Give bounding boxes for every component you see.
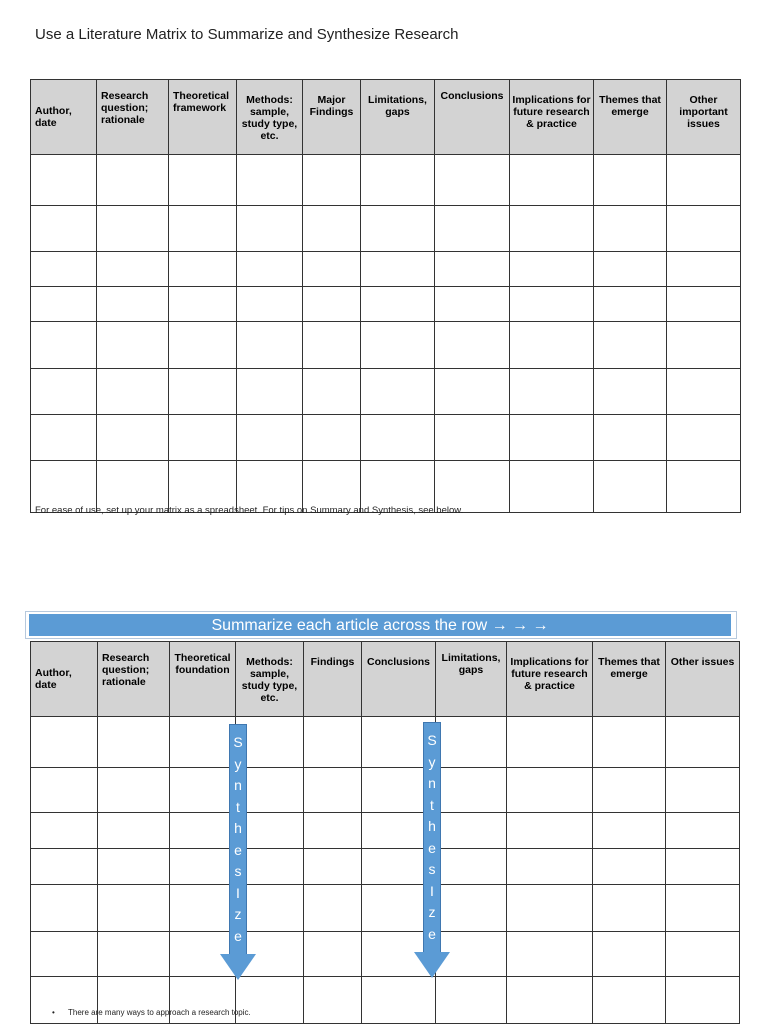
column-header: Methods: sample, study type, etc. — [236, 642, 304, 717]
table-cell[interactable] — [436, 813, 507, 849]
table-row — [31, 206, 741, 252]
table-row — [31, 717, 740, 768]
table-cell[interactable] — [361, 155, 435, 206]
bullet-list-item — [52, 1008, 251, 1017]
table-cell[interactable] — [31, 206, 97, 252]
table-cell[interactable] — [97, 206, 169, 252]
table-cell[interactable] — [594, 206, 667, 252]
table-cell[interactable] — [98, 885, 170, 932]
table-cell[interactable] — [361, 287, 435, 322]
table-cell[interactable] — [436, 717, 507, 768]
table-cell[interactable] — [435, 287, 510, 322]
table-cell[interactable] — [594, 369, 667, 415]
table-cell[interactable] — [31, 768, 98, 813]
table-cell[interactable] — [593, 849, 666, 885]
arrow-letter: s — [234, 863, 242, 879]
column-header: Findings — [304, 642, 362, 717]
column-header: Limitations, gaps — [361, 80, 435, 155]
table-cell[interactable] — [304, 977, 362, 1024]
table-cell[interactable] — [507, 813, 593, 849]
table-cell[interactable] — [362, 977, 436, 1024]
table-cell[interactable] — [510, 206, 594, 252]
arrow-letter: z — [234, 906, 242, 922]
summarize-banner — [25, 611, 737, 639]
table-cell[interactable] — [666, 717, 740, 768]
table-cell[interactable] — [510, 415, 594, 461]
table-cell[interactable] — [97, 252, 169, 287]
table-cell[interactable] — [304, 768, 362, 813]
table-cell[interactable] — [361, 322, 435, 369]
table-cell[interactable] — [593, 977, 666, 1024]
table-row — [31, 252, 741, 287]
table-cell[interactable] — [594, 415, 667, 461]
arrow-letter: n — [234, 777, 242, 793]
synthesize-arrow-label — [423, 730, 441, 945]
table-cell[interactable] — [667, 206, 741, 252]
column-header: Conclusions — [362, 642, 436, 717]
table-cell[interactable] — [169, 415, 237, 461]
arrow-letter: e — [428, 925, 436, 942]
column-header: Conclusions — [435, 80, 510, 155]
table-cell[interactable] — [667, 461, 741, 513]
table-cell[interactable] — [594, 252, 667, 287]
table-row — [31, 322, 741, 369]
table-cell[interactable] — [666, 885, 740, 932]
arrow-letter: e — [234, 927, 242, 944]
table-cell[interactable] — [435, 415, 510, 461]
table-cell[interactable] — [97, 369, 169, 415]
arrow-letter: e — [428, 839, 436, 856]
column-header: Research question; rationale — [97, 80, 169, 155]
table-cell[interactable] — [237, 155, 303, 206]
arrow-letter: s — [428, 861, 436, 877]
table-cell[interactable] — [593, 885, 666, 932]
column-header: Implications for future research & practice — [510, 80, 594, 155]
bullet-icon: • — [52, 1008, 55, 1017]
table-cell[interactable] — [304, 885, 362, 932]
arrow-letter: h — [428, 818, 436, 834]
table-cell[interactable] — [31, 369, 97, 415]
table-cell[interactable] — [169, 252, 237, 287]
table-row — [31, 932, 740, 977]
table-cell[interactable] — [435, 322, 510, 369]
matrix-note: For ease of use, set up your matrix as a spreadsheet. For tips on Summary and Synthesis, see below. — [35, 505, 464, 516]
table-cell[interactable] — [510, 369, 594, 415]
table-row — [31, 415, 741, 461]
table-cell[interactable] — [507, 768, 593, 813]
table-cell[interactable] — [98, 813, 170, 849]
table-cell[interactable] — [170, 768, 236, 813]
literature-matrix-table — [30, 79, 741, 513]
page-title: Use a Literature Matrix to Summarize and Synthesize Research — [35, 26, 459, 43]
table-cell[interactable] — [31, 932, 98, 977]
table-cell[interactable] — [303, 287, 361, 322]
table-cell[interactable] — [436, 849, 507, 885]
table-cell[interactable] — [303, 206, 361, 252]
table-cell[interactable] — [507, 717, 593, 768]
table-row — [31, 849, 740, 885]
arrow-letter: I — [236, 884, 240, 901]
table-cell[interactable] — [31, 849, 98, 885]
arrow-letter: S — [233, 734, 243, 750]
table-cell[interactable] — [594, 322, 667, 369]
table-cell[interactable] — [507, 849, 593, 885]
table-cell[interactable] — [169, 369, 237, 415]
table-cell[interactable] — [31, 322, 97, 369]
table-cell[interactable] — [237, 206, 303, 252]
table-cell[interactable] — [667, 252, 741, 287]
table-cell[interactable] — [304, 813, 362, 849]
table-cell[interactable] — [361, 206, 435, 252]
table-cell[interactable] — [667, 322, 741, 369]
column-header: Limitations, gaps — [436, 642, 507, 717]
table-cell[interactable] — [436, 768, 507, 813]
table-cell[interactable] — [435, 369, 510, 415]
column-header: Themes that emerge — [594, 80, 667, 155]
table-cell[interactable] — [361, 369, 435, 415]
table-cell[interactable] — [98, 932, 170, 977]
table-cell[interactable] — [435, 206, 510, 252]
table-cell[interactable] — [31, 717, 98, 768]
column-header: Theoretical foundation — [170, 642, 236, 717]
table-cell[interactable] — [666, 849, 740, 885]
table-cell[interactable] — [304, 932, 362, 977]
table-cell[interactable] — [169, 287, 237, 322]
table-cell[interactable] — [303, 369, 361, 415]
table-cell[interactable] — [666, 977, 740, 1024]
table-cell[interactable] — [303, 322, 361, 369]
table-cell[interactable] — [304, 717, 362, 768]
table-cell[interactable] — [97, 415, 169, 461]
arrow-letter: h — [234, 820, 242, 836]
table-cell[interactable] — [666, 932, 740, 977]
table-cell[interactable] — [303, 252, 361, 287]
table-cell[interactable] — [666, 768, 740, 813]
table-row — [31, 813, 740, 849]
table-cell[interactable] — [594, 287, 667, 322]
table-cell[interactable] — [169, 206, 237, 252]
table-cell[interactable] — [170, 717, 236, 768]
bullet-text: There are many ways to approach a research topic. — [68, 1008, 251, 1017]
table-row — [31, 155, 741, 206]
table-cell[interactable] — [593, 932, 666, 977]
table-cell[interactable] — [510, 322, 594, 369]
table-cell[interactable] — [97, 155, 169, 206]
table-cell[interactable] — [435, 252, 510, 287]
table-cell[interactable] — [170, 849, 236, 885]
table-cell[interactable] — [170, 813, 236, 849]
table-cell[interactable] — [303, 155, 361, 206]
table-cell[interactable] — [435, 155, 510, 206]
table-cell[interactable] — [510, 252, 594, 287]
table-cell[interactable] — [667, 155, 741, 206]
table-cell[interactable] — [303, 415, 361, 461]
table-cell[interactable] — [98, 849, 170, 885]
table-cell[interactable] — [361, 252, 435, 287]
table-row — [31, 768, 740, 813]
table-cell[interactable] — [31, 252, 97, 287]
column-header: Research question; rationale — [98, 642, 170, 717]
column-header: Author, date — [31, 80, 97, 155]
table-cell[interactable] — [31, 813, 98, 849]
table-cell[interactable] — [594, 461, 667, 513]
arrow-letter: t — [430, 796, 434, 813]
column-header: Theoretical framework — [169, 80, 237, 155]
column-header: Author, date — [31, 642, 98, 717]
column-header: Other issues — [666, 642, 740, 717]
table-cell[interactable] — [169, 322, 237, 369]
column-header: Methods: sample, study type, etc. — [237, 80, 303, 155]
table-cell[interactable] — [666, 813, 740, 849]
column-header: Major Findings — [303, 80, 361, 155]
table-row — [31, 369, 741, 415]
table-row — [31, 287, 741, 322]
table-cell[interactable] — [507, 977, 593, 1024]
table-cell[interactable] — [594, 155, 667, 206]
arrow-letter: n — [428, 775, 436, 791]
table-cell[interactable] — [237, 287, 303, 322]
table-row — [31, 885, 740, 932]
table-cell[interactable] — [667, 287, 741, 322]
table-cell[interactable] — [667, 415, 741, 461]
table-cell[interactable] — [31, 155, 97, 206]
column-header: Other important issues — [667, 80, 741, 155]
table-cell[interactable] — [361, 415, 435, 461]
table-cell[interactable] — [436, 885, 507, 932]
table-cell[interactable] — [667, 369, 741, 415]
table-cell[interactable] — [593, 813, 666, 849]
table-cell[interactable] — [510, 155, 594, 206]
table-cell[interactable] — [31, 885, 98, 932]
synthesis-matrix-table — [30, 641, 740, 1024]
table-cell[interactable] — [98, 768, 170, 813]
arrow-letter: I — [430, 882, 434, 899]
table-cell[interactable] — [170, 885, 236, 932]
arrow-letter: e — [234, 841, 242, 858]
synthesize-arrow-label — [229, 732, 247, 947]
table-cell[interactable] — [31, 415, 97, 461]
table-cell[interactable] — [98, 717, 170, 768]
arrow-letter: y — [234, 755, 242, 772]
column-header: Themes that emerge — [593, 642, 666, 717]
table-cell[interactable] — [97, 287, 169, 322]
table-cell[interactable] — [97, 322, 169, 369]
table-cell[interactable] — [436, 977, 507, 1024]
table-cell[interactable] — [237, 415, 303, 461]
table-cell[interactable] — [237, 252, 303, 287]
table-cell[interactable] — [510, 287, 594, 322]
arrow-letter: y — [428, 753, 436, 770]
summarize-banner-text: Summarize each article across the row → → → — [29, 614, 731, 636]
table-cell[interactable] — [237, 322, 303, 369]
arrow-letter: z — [428, 904, 436, 920]
table-cell[interactable] — [237, 369, 303, 415]
arrow-letter: t — [236, 798, 240, 815]
table-cell[interactable] — [304, 849, 362, 885]
table-cell[interactable] — [31, 287, 97, 322]
table-header-row — [31, 642, 740, 717]
table-cell[interactable] — [507, 885, 593, 932]
table-cell[interactable] — [507, 932, 593, 977]
arrow-letter: S — [427, 732, 437, 748]
table-header-row — [31, 80, 741, 155]
table-cell[interactable] — [510, 461, 594, 513]
table-cell[interactable] — [169, 155, 237, 206]
table-cell[interactable] — [593, 768, 666, 813]
table-cell[interactable] — [593, 717, 666, 768]
column-header: Implications for future research & practice — [507, 642, 593, 717]
